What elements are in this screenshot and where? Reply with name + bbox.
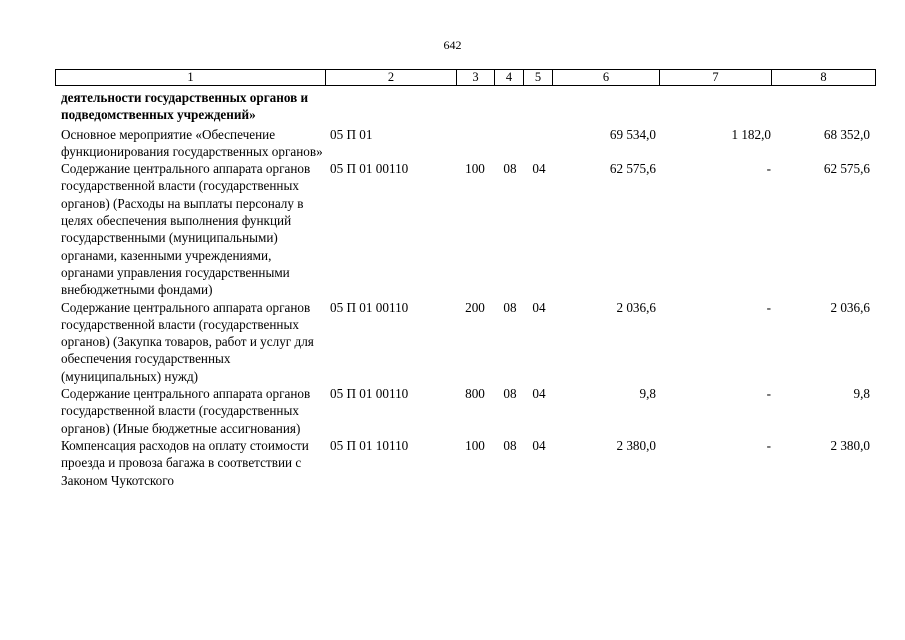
column-header-1: 1 (56, 70, 326, 86)
row-regional: 68 352,0 (823, 126, 870, 142)
row-name: деятельности государственных органов и подведомственных учреждений» (61, 90, 309, 123)
row-total: 9,8 (639, 386, 656, 402)
row-total: 62 575,6 (609, 161, 656, 177)
row-code: 05 П 01 00110 (330, 386, 409, 402)
table-row (55, 299, 875, 385)
row-federal: - (766, 161, 771, 177)
row-name: Содержание центрального аппарата органов государственной власти (государственных органов) (Расходы на выплаты персоналу в целях обеспечения выполнения функций государственными (муниципальными) органами, казенными учреждениями, органами управления государственными внебюджетными фондами) (61, 161, 311, 298)
table-row (55, 126, 875, 161)
column-header-5: 5 (524, 70, 553, 86)
column-header-8: 8 (772, 70, 876, 86)
row-name: Основное мероприятие «Обеспечение функционирования государственных органов» (61, 126, 323, 159)
row-regional: 2 380,0 (830, 437, 870, 453)
row-vr: 200 (465, 299, 485, 315)
row-code: 05 П 01 10110 (330, 437, 409, 453)
row-federal: - (766, 437, 771, 453)
table-body (55, 89, 875, 489)
row-regional: 62 575,6 (823, 161, 870, 177)
row-total: 2 036,6 (616, 299, 656, 315)
row-name: Содержание центрального аппарата органов государственной власти (государственных органов) (Закупка товаров, работ и услуг для обеспечения государственных (муниципальных) нужд) (61, 299, 314, 384)
column-number-header (55, 69, 876, 86)
row-federal: 1 182,0 (731, 126, 771, 142)
table-row (55, 89, 875, 124)
column-header-3: 3 (457, 70, 495, 86)
row-pr: 04 (532, 437, 546, 453)
table-row (55, 437, 875, 489)
row-pr: 04 (532, 386, 546, 402)
row-total: 2 380,0 (616, 437, 656, 453)
row-rz: 08 (503, 299, 517, 315)
row-pr: 04 (532, 161, 546, 177)
column-header-2: 2 (326, 70, 457, 86)
row-name: Содержание центрального аппарата органов государственной власти (государственных органов) (Иные бюджетные ассигнования) (61, 386, 311, 436)
row-total: 69 534,0 (609, 126, 656, 142)
row-pr: 04 (532, 299, 546, 315)
row-rz: 08 (503, 437, 517, 453)
column-header-4: 4 (495, 70, 524, 86)
row-regional: 2 036,6 (830, 299, 870, 315)
row-regional: 9,8 (853, 386, 870, 402)
row-code: 05 П 01 (330, 126, 373, 142)
row-code: 05 П 01 00110 (330, 161, 409, 177)
row-vr: 100 (465, 437, 485, 453)
row-rz: 08 (503, 161, 517, 177)
row-code: 05 П 01 00110 (330, 299, 409, 315)
row-federal: - (766, 386, 771, 402)
column-header-7: 7 (660, 70, 772, 86)
table-row (55, 385, 875, 437)
row-vr: 800 (465, 386, 485, 402)
row-rz: 08 (503, 386, 517, 402)
table-row (55, 160, 875, 298)
row-name: Компенсация расходов на оплату стоимости проезда и провоза багажа в соответствии с Законом Чукотского (61, 437, 309, 488)
page-number: 642 (443, 38, 462, 52)
row-federal: - (766, 299, 771, 315)
column-header-6: 6 (553, 70, 660, 86)
row-vr: 100 (465, 161, 485, 177)
